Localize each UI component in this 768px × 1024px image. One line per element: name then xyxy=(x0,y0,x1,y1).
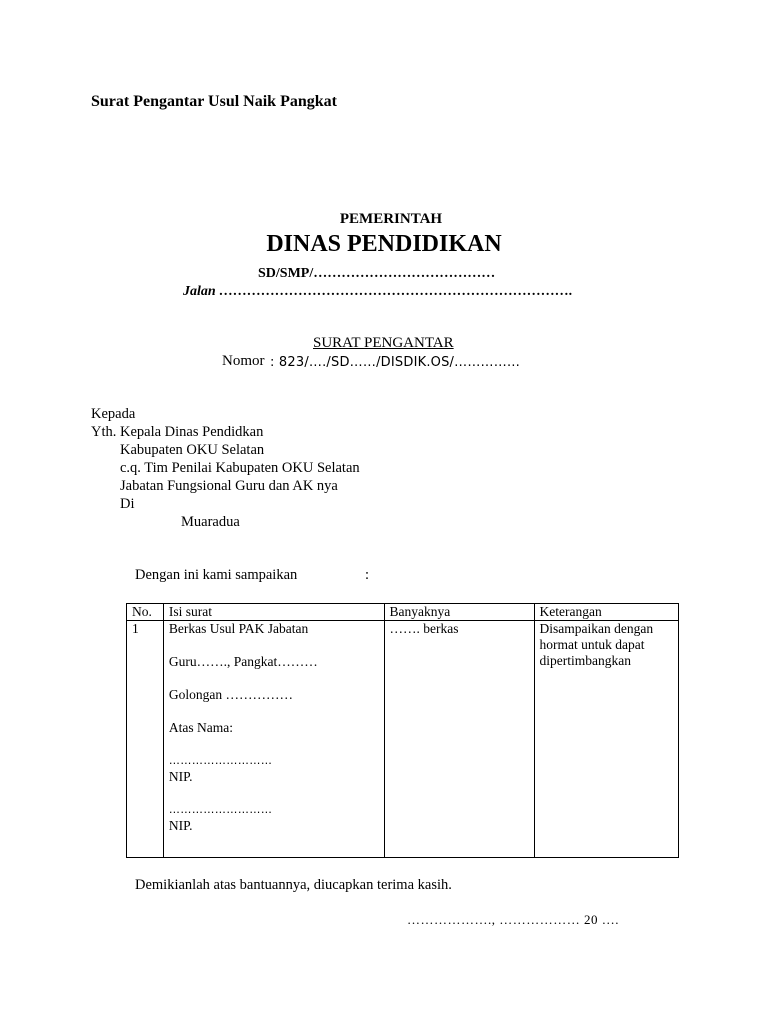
intro-colon: : xyxy=(365,567,370,583)
closing-text: Demikianlah atas bantuannya, diucapkan terima kasih. xyxy=(135,877,452,893)
isi-line: ……………………… xyxy=(168,754,273,767)
isi-line: NIP. xyxy=(168,769,193,784)
letter-heading: SURAT PENGANTAR xyxy=(313,335,454,351)
intro-text: Dengan ini kami sampaikan xyxy=(135,567,298,583)
document-title: Surat Pengantar Usul Naik Pangkat xyxy=(91,93,337,110)
table-header-row xyxy=(127,604,679,621)
isi-line: Golongan …………… xyxy=(168,687,294,702)
recipient-city: Muaradua xyxy=(181,514,240,530)
items-table xyxy=(126,603,679,858)
header-isi-surat: Isi surat xyxy=(163,604,384,621)
letterhead-government: PEMERINTAH xyxy=(339,211,443,227)
recipient-line: Kabupaten OKU Selatan xyxy=(120,442,265,458)
letter-number-label: Nomor xyxy=(222,353,265,369)
header-no: No. xyxy=(127,604,164,621)
letter-number-value: : 823/…./SD……/DISDIK.OS/…………… xyxy=(270,355,521,370)
date-line: ………………., ……………… 20 …. xyxy=(407,912,619,927)
isi-line: NIP. xyxy=(168,818,193,833)
isi-line: Guru……., Pangkat……… xyxy=(168,654,318,669)
cell-isi-surat xyxy=(163,621,384,858)
cell-banyaknya: ……. berkas xyxy=(384,621,534,858)
isi-line: Atas Nama: xyxy=(168,720,234,735)
recipient-greeting: Kepada xyxy=(91,406,136,422)
cell-no: 1 xyxy=(127,621,164,858)
letterhead-street: Jalan …………………………………………………………………. xyxy=(183,284,573,299)
recipient-line: Jabatan Fungsional Guru dan AK nya xyxy=(120,478,338,494)
recipient-line: Di xyxy=(120,496,135,512)
cell-keterangan: Disampaikan dengan hormat untuk dapat dipertimbangkan xyxy=(534,621,678,858)
header-keterangan: Keterangan xyxy=(534,604,678,621)
letterhead-school: SD/SMP/………………………………… xyxy=(258,266,496,281)
letterhead-agency: DINAS PENDIDIKAN xyxy=(266,231,502,257)
header-banyaknya: Banyaknya xyxy=(384,604,534,621)
isi-line: ……………………… xyxy=(168,803,273,816)
isi-line: Berkas Usul PAK Jabatan xyxy=(168,621,309,636)
recipient-line: c.q. Tim Penilai Kabupaten OKU Selatan xyxy=(120,460,360,476)
recipient-line: Yth. Kepala Dinas Pendidkan xyxy=(91,424,264,440)
table-row xyxy=(127,621,679,858)
